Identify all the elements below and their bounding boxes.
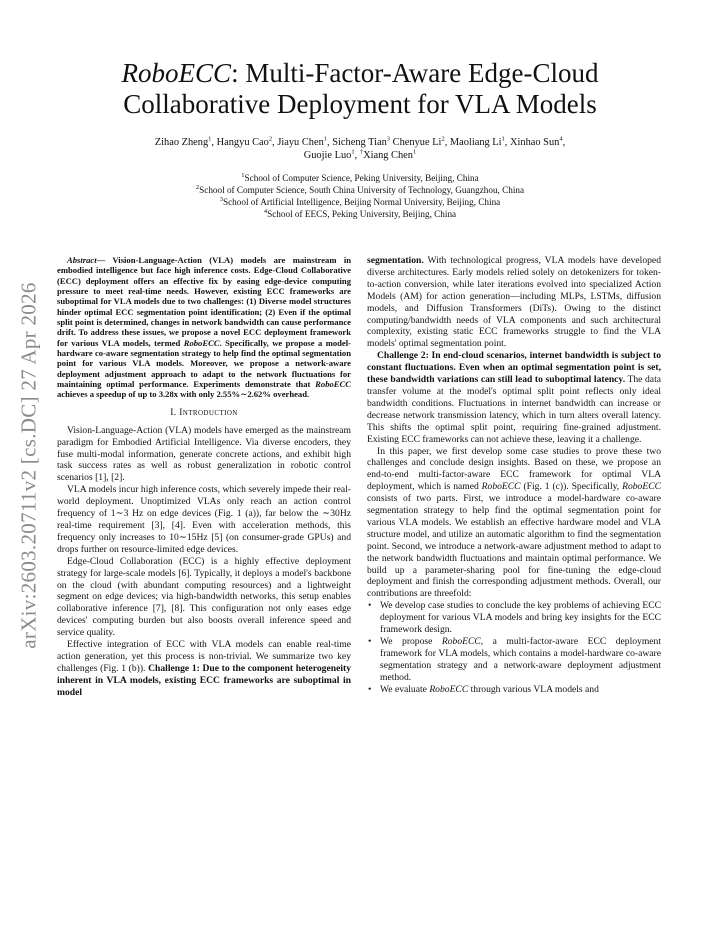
affiliation-text: School of Computer Science, South China University of Technology, Guangzhou, China [199, 185, 525, 195]
author-name: Xinhao Sun [510, 137, 560, 148]
contribution-item [367, 636, 661, 684]
intro-system-name-2: RoboECC [622, 481, 661, 493]
author-separator: , [504, 137, 510, 148]
intro-paragraph-5-text-c: consists of two parts. First, we introduce a model-hardware co-aware segmentation strategy to help find the optimal segmentation point for various VLA models. We establish an effective hardware model and VLA structure model, and utilize an automatic algorithm to find the segmentation point. Second, we introduce a network-aware adjustment method to adapt to the network bandwidth fluctuations and maintain optimal performance. We build up a parameter-sharing pool for fine-tuning the edge-cloud deployment and finish the corresponding adjustment methods. Overall, our contributions are threefold: [367, 493, 661, 600]
challenge-1-continued [367, 255, 661, 350]
abstract-system-name-2: RoboECC [315, 379, 351, 390]
section-heading-introduction: I. Introduction [170, 407, 238, 418]
author-name: Xiang Chen [363, 150, 413, 161]
contribution-list [367, 600, 661, 695]
challenge-1-statement-end: segmentation. [367, 255, 424, 266]
author-name: Hangyu Cao [216, 137, 269, 148]
intro-paragraph-5 [367, 446, 661, 601]
affiliation-text: School of Computer Science, Peking University, Beijing, China [244, 173, 479, 183]
author-affiliation-mark: 4 [559, 135, 563, 143]
author [332, 137, 392, 148]
title-system-name: RoboECC [121, 58, 232, 88]
author-affiliation-mark: 2 [268, 135, 273, 143]
author-affiliation-mark: 1 [208, 135, 212, 143]
author-affiliation-mark: 1 [413, 148, 417, 156]
author-separator: , [211, 137, 217, 148]
author [277, 137, 332, 148]
left-column [57, 255, 351, 699]
intro-paragraph-1: Vision-Language-Action (VLA) models have emerged as the mainstream paradigm for Embodied Artificial Intelligence. Via diverse encoders, they fuse multi-modal information, generate concrete actions, and exhibit high task success rates as well as robust generalization in robotic control scenarios [1], [2]. [57, 424, 351, 484]
intro-paragraph-4-text: Effective integration of ECC with VLA models can enable real-time action generation, yet this process is non-trivial. We summarize two key challenges (Fig. 1 (b)). [57, 639, 351, 674]
author-affiliation-mark: 1 [351, 148, 355, 156]
contribution-text-cont: , a multi-factor-aware ECC deployment framework for VLA models, which contains a model-hardware co-aware segmentation strategy and a network-aware deployment adjustment method. [380, 636, 662, 683]
abstract-text-2: . Specifically, we propose a model-hardware co-aware segmentation strategy to help find the optimal segmentation point for various VLA models. Moreover, we propose a network-aware deployment adjustment approach to adapt to the network fluctuations for maintaining optimal performance. Experiments demonstrate that [57, 337, 351, 390]
intro-paragraph-5-text-b: (Fig. 1 (c)). Specifically, [520, 481, 623, 493]
author-affiliation-mark: 2 [441, 135, 445, 143]
right-column [367, 255, 661, 696]
challenge-1-statement: Challenge 1: Due to the component heterogeneity inherent in VLA models, existing ECC frameworks are suboptimal in model [57, 662, 351, 698]
title-line2: Collaborative Deployment for VLA Models [123, 89, 597, 119]
contribution-text: We develop case studies to conclude the key problems of achieving ECC deployment for various VLA models and bring key insights for the ECC framework design. [380, 600, 661, 636]
contribution-text: We propose [380, 636, 442, 647]
author-separator: , [272, 137, 278, 148]
affiliation-text: School of EECS, Peking University, Beijing, China [267, 209, 457, 219]
author-name: Sicheng Tian [332, 137, 387, 148]
affiliation-mark: 1 [241, 171, 245, 179]
author [360, 150, 416, 161]
intro-paragraph-3: Edge-Cloud Collaboration (ECC) is a highly effective deployment strategy for large-scale models [6]. Typically, it deploys a model's backbone on the cloud (with abundant computing resources) and a lightweight segment on edge devices; via high-bandwidth networks, this setup enables collaborative inference [7], [8]. This configuration not only eases edge devices' computing burden but also boosts overall inference speed and service quality. [57, 555, 351, 639]
author-name: Maoliang Li [449, 137, 502, 148]
author-name: Zihao Zheng [154, 137, 209, 148]
contribution-text: We evaluate [380, 683, 430, 695]
author [450, 137, 510, 148]
author-name: Jiayu Chen [277, 137, 324, 148]
author-name: Chenyue Li [392, 137, 442, 148]
title-line1-rest: : Multi-Factor-Aware Edge-Cloud [231, 58, 599, 88]
challenge-2-paragraph [367, 350, 661, 445]
challenge-1-explanation: With technological progress, VLA models have developed diverse architectures. Early models relied solely on detokenizers for token-to-action conversion, while later iterations evolved into specialized Action Models (AM) for action generation—including MLPs, LSTMs, diffusion models, and Diffusion Transformers (DiTs). Owing to the distinct computing/bandwidth needs of VLA components and such architectural complexity, existing static ECC frameworks struggle to find the VLA models' optimal segmentation point. [367, 255, 661, 350]
abstract-dash: — [96, 255, 113, 265]
author [217, 137, 278, 148]
affiliation [62, 172, 658, 184]
author [393, 137, 450, 148]
intro-paragraph-2: VLA models incur high inference costs, which severely impede their real-world deployment. Unoptimized VLAs only reach an action control frequency of 1∼3 Hz on edge devices (Fig. 1 (a)), far below the ∼30Hz real-time requirement [3], [4]. Even with acceleration methods, this frequency only increases to 10∼15Hz [5] (on consumer-grade GPUs) and drops further on resource-limited edge devices. [57, 484, 351, 555]
contribution-item [367, 684, 661, 696]
intro-paragraph-4 [57, 639, 351, 699]
abstract-text: Vision-Language-Action (VLA) models are mainstream in embodied intelligence but face high inference costs. Edge-Cloud Collaborative (ECC) deployment offers an effective fix by easing edge-device computing pressure to meet real-time needs. However, existing ECC frameworks are suboptimal for VLA models due to two challenges: (1) Diverse model structures hinder optimal ECC segmentation point identification; (2) Even if the optimal split point is determined, changes in network bandwidth can cause performance drift. To address these issues, we propose a novel ECC deployment framework for various VLA models, termed [57, 255, 352, 348]
affiliation-list [62, 172, 658, 220]
affiliation [62, 196, 658, 208]
affiliation-mark: 3 [219, 195, 223, 203]
affiliation [62, 208, 658, 220]
author-separator: , [444, 137, 450, 148]
contribution-system-name: RoboECC [429, 683, 469, 695]
arxiv-identifier-text: arXiv:2603.20711v2 [cs.DC] 27 Apr 2026 [16, 281, 41, 649]
author-affiliation-mark: 1 [501, 135, 505, 143]
affiliation-mark: 4 [263, 207, 268, 215]
intro-paragraph-5-text-a: In this paper, we first develop some case studies to prove these two challenges and conclude design insights. Based on these, we propose an end-to-end multi-factor-aware ECC framework for optimal VLA deployment, which is named [367, 445, 661, 493]
author [510, 137, 565, 148]
abstract-text-3: achieves a speedup of up to 3.28x with only 2.55%∼2.62% overhead. [57, 389, 310, 400]
author [155, 137, 217, 148]
author-affiliation-mark: 3 [386, 135, 391, 143]
contribution-system-name: RoboECC [441, 636, 481, 647]
affiliation-mark: 2 [195, 183, 200, 191]
paper-title [60, 58, 660, 120]
author-separator: , [562, 137, 566, 148]
affiliation-text: School of Artificial Intelligence, Beijing Normal University, Beijing, China [222, 197, 501, 207]
contribution-text-cont: through various VLA models and [468, 683, 599, 695]
affiliation [62, 184, 658, 196]
author-list [62, 136, 658, 162]
abstract [57, 255, 351, 400]
challenge-2-statement: Challenge 2: In end-cloud scenarios, internet bandwidth is subject to constant fluctuations. Even when an optimal segmentation point is set, these bandwidth variations can still lead to suboptimal latency. [367, 350, 661, 386]
abstract-system-name: RoboECC [183, 337, 220, 348]
contribution-item [367, 600, 661, 636]
arxiv-identifier-stamp [14, 250, 44, 680]
intro-system-name: RoboECC [481, 481, 521, 493]
challenge-2-explanation: The data transfer volume at the model's optimal split point reflects only ideal bandwidth conditions. Fluctuations in internet bandwidth can increase or decrease network transmission latency, which in turn alters overall latency. This shifts the optimal split point, requiring fine-grained adjustment. Existing ECC frameworks can not achieve these, leaving it a challenge. [367, 374, 661, 445]
author-name: Guojie Luo [303, 150, 352, 161]
author [304, 150, 360, 161]
author-corresponding-mark: † [359, 148, 364, 156]
author-affiliation-mark: 1 [323, 135, 328, 143]
abstract-label: Abstract [67, 255, 97, 265]
author-separator: , [327, 137, 333, 148]
author-separator: , [354, 150, 360, 161]
